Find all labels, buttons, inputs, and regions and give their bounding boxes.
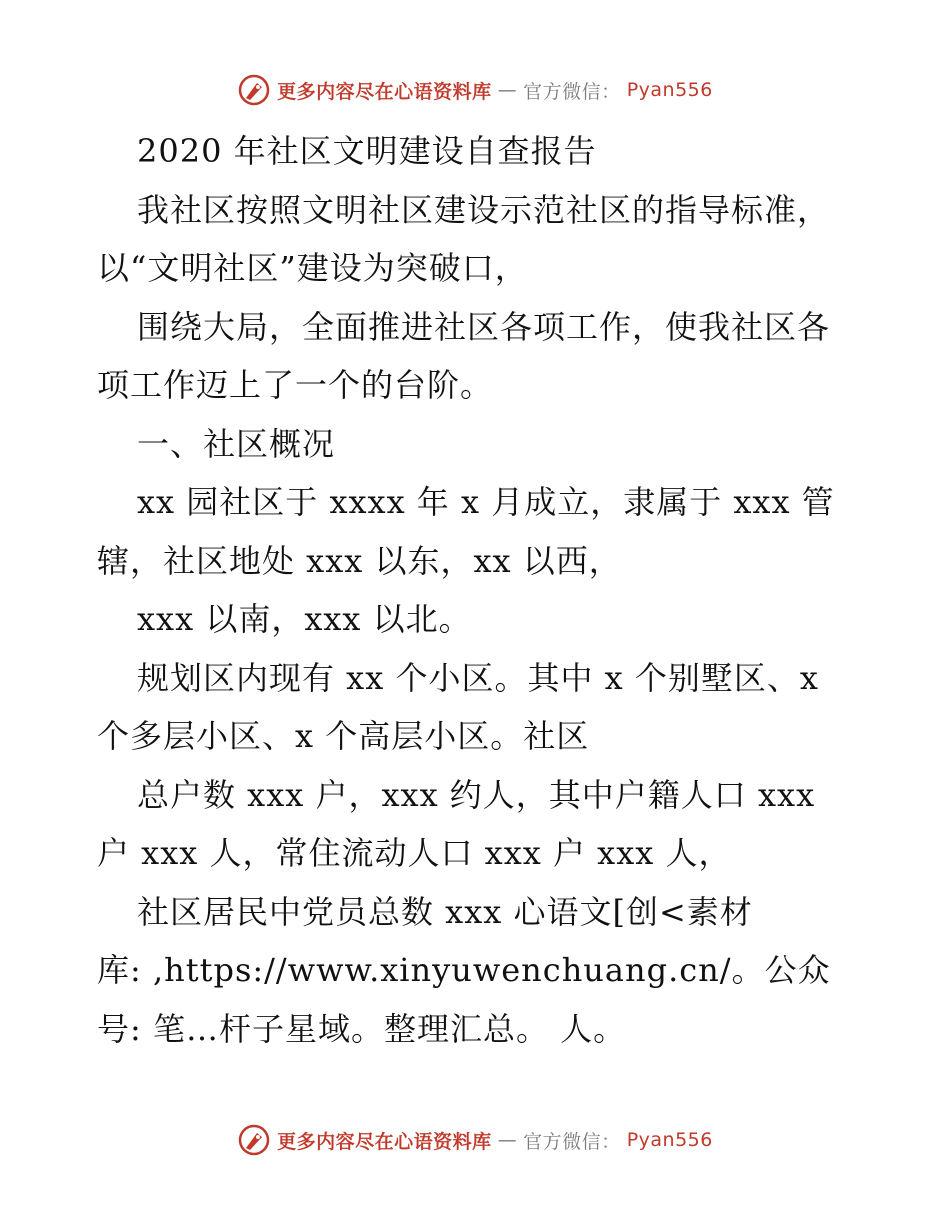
footer-banner [0, 1120, 950, 1160]
text-line: 辖，社区地处 xxx 以东，xx 以西， [97, 541, 622, 580]
header-banner-content [237, 73, 713, 107]
text-line: 库: ,https://www.xinyuwenchuang.cn/。公众 [97, 951, 831, 989]
text-line: 总户数 xxx 户，xxx 约人，其中户籍人口 xxx [137, 775, 816, 814]
banner-official-label: 官方微信： [523, 80, 621, 103]
header-banner [0, 70, 950, 110]
pen-nib-logo-icon [237, 73, 271, 107]
banner-site-name: 更多内容尽在心语资料库 [277, 1130, 492, 1153]
text-line: 围绕大局，全面推进社区各项工作，使我社区各 [137, 307, 831, 346]
text-line: xx 园社区于 xxxx 年 x 月成立，隶属于 xxx 管 [137, 483, 835, 521]
banner-wechat-id: Pyan556 [626, 1129, 713, 1151]
banner-separator: — [497, 79, 518, 101]
banner-wechat-id: Pyan556 [626, 79, 713, 101]
text-line: 规划区内现有 xx 个小区。其中 x 个别墅区、x [137, 658, 819, 697]
pen-nib-logo-icon [237, 1123, 271, 1157]
banner-site-name: 更多内容尽在心语资料库 [277, 80, 492, 103]
text-line: 项工作迈上了一个的台阶。 [97, 366, 494, 404]
document-title: 2020 年社区文明建设自查报告 [137, 132, 597, 170]
text-line: 个多层小区、x 个高层小区。社区 [97, 717, 590, 755]
text-line: 社区居民中党员总数 xxx 心语文[创<素材 [137, 892, 753, 931]
text-line: 户 xxx 人，常住流动人口 xxx 户 xxx 人， [97, 834, 732, 872]
footer-banner-content [237, 1123, 713, 1157]
text-line: 我社区按照文明社区建设示范社区的指导标准， [137, 190, 831, 229]
banner-separator: — [497, 1129, 518, 1151]
text-line: 号: 笔…杆子星域。整理汇总。 人。 [97, 1009, 627, 1048]
banner-official-label: 官方微信： [523, 1130, 621, 1153]
document-body [97, 122, 857, 1058]
text-line: 以“文明社区”建设为突破口， [97, 249, 528, 287]
text-line: 一、社区概况 [137, 424, 336, 463]
text-line: xxx 以南，xxx 以北。 [137, 600, 472, 638]
